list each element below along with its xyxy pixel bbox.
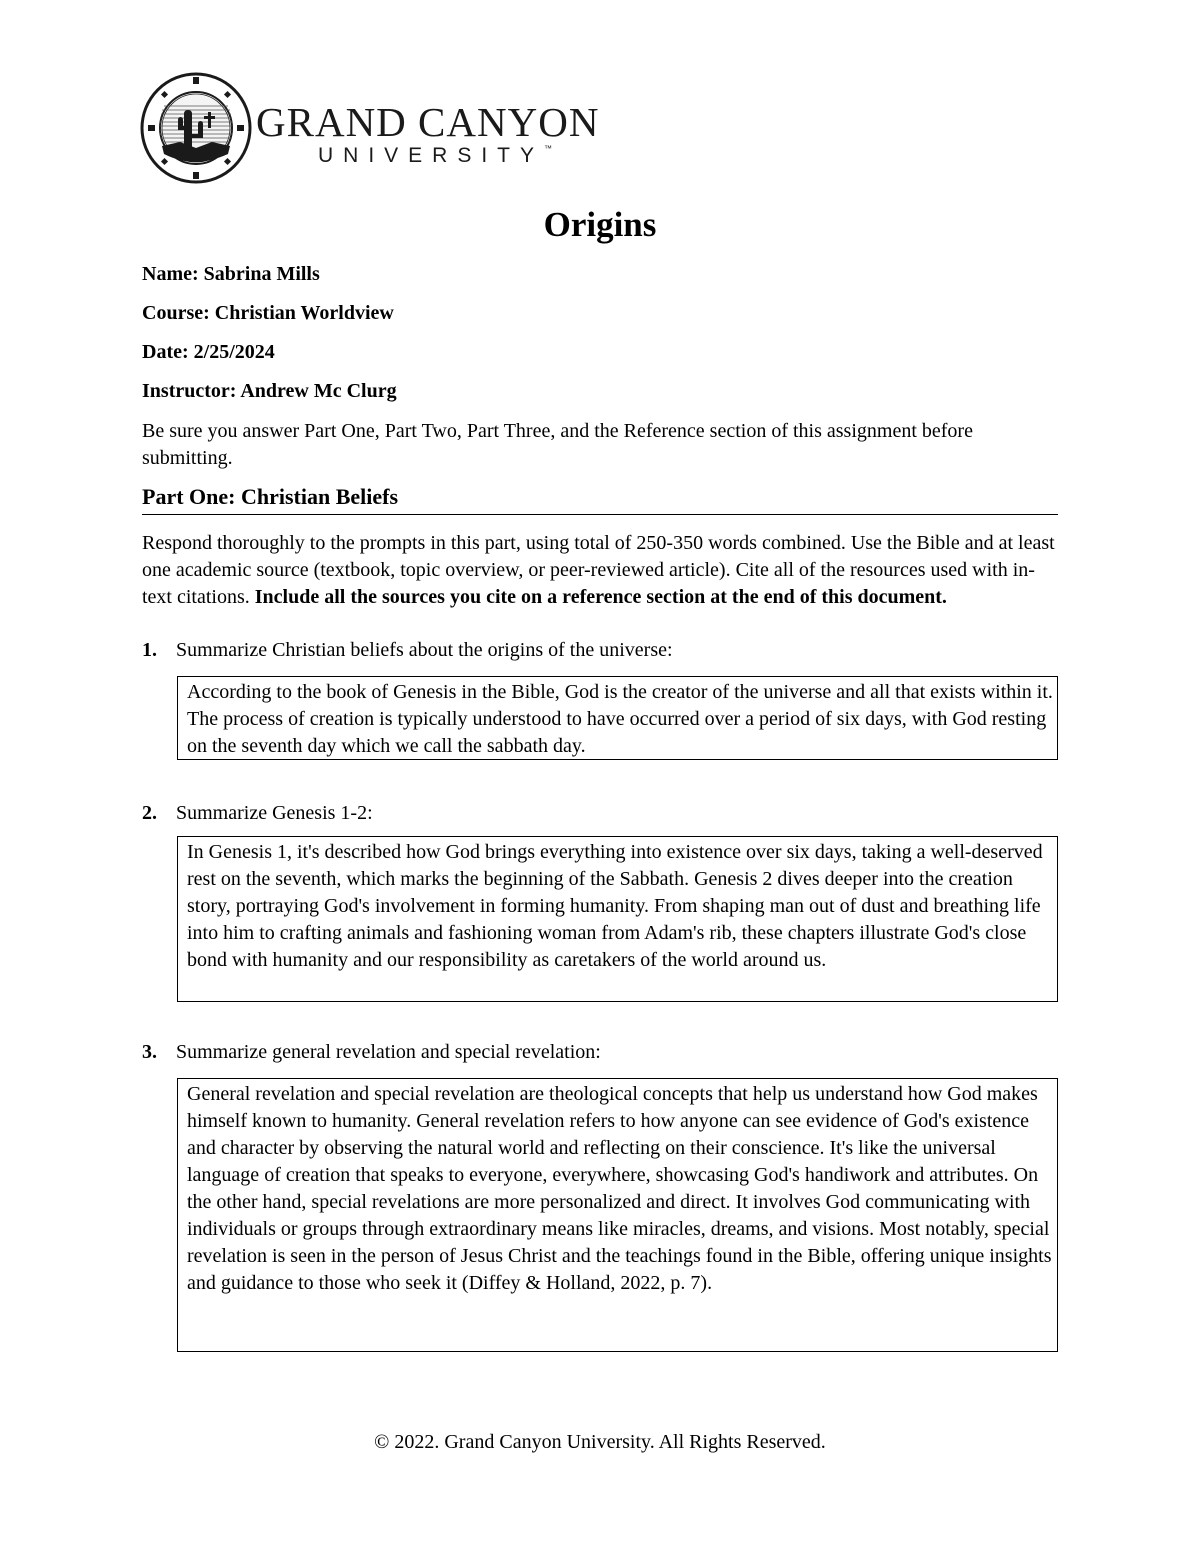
logo-subtitle-text: UNIVERSITY [318, 144, 545, 167]
university-logo [140, 72, 620, 187]
question-number: 1. [142, 639, 157, 661]
question-prompt: Summarize Genesis 1-2: [176, 802, 373, 824]
student-name: Name: Sabrina Mills [142, 263, 320, 285]
page-title: Origins [543, 205, 657, 244]
question-1 [142, 639, 673, 662]
university-seal-icon [140, 72, 252, 184]
question-3 [142, 1041, 601, 1064]
logo-subtitle [318, 145, 552, 166]
question-number: 3. [142, 1041, 157, 1063]
part-one-heading: Part One: Christian Beliefs [142, 484, 1058, 515]
question-number: 2. [142, 802, 157, 824]
question-prompt: Summarize Christian beliefs about the origins of the universe: [176, 639, 673, 661]
intro-text: Respond thoroughly to the prompts in this part, using total of 250-350 words combined. Use the Bible and at least one academic source (textbook, topic overview, or peer-reviewed article). Cite all of the resources used with in-text citations. [142, 532, 1055, 608]
copyright-footer: © 2022. Grand Canyon University. All Rights Reserved. [374, 1431, 826, 1453]
trademark-symbol: ™ [544, 144, 553, 153]
instructor-name: Instructor: Andrew Mc Clurg [142, 380, 397, 402]
intro-bold-text: Include all the sources you cite on a reference section at the end of this document. [254, 586, 947, 608]
answer-box-3[interactable]: General revelation and special revelation are theological concepts that help us understand how God makes himself known to humanity. General revelation refers to how anyone can see evidence of God's existence and character by observing the natural world and reflecting on their conscience. It's like the universal language of creation that speaks to everyone, everywhere, showcasing God's handiwork and attributes. On the other hand, special revelations are more personalized and direct. It involves God communicating with individuals or groups through extraordinary means like miracles, dreams, and visions. Most notably, special revelation is seen in the person of Jesus Christ and the teachings found in the Bible, offering unique insights and guidance to those who seek it (Diffey & Holland, 2022, p. 7). [177, 1078, 1058, 1352]
course-name: Course: Christian Worldview [142, 302, 394, 324]
question-2 [142, 802, 373, 825]
logo-wordmark: GRAND CANYON [256, 99, 600, 145]
instructions-text: Be sure you answer Part One, Part Two, Part Three, and the Reference section of this assignment before submitting. [142, 420, 973, 469]
question-prompt: Summarize general revelation and special revelation: [176, 1041, 601, 1063]
answer-box-1[interactable]: According to the book of Genesis in the Bible, God is the creator of the universe and all that exists within it. The process of creation is typically understood to have occurred over a period of six days, with God resting on the seventh day which we call the sabbath day. [177, 676, 1058, 760]
assignment-date: Date: 2/25/2024 [142, 341, 275, 363]
answer-box-2[interactable]: In Genesis 1, it's described how God brings everything into existence over six days, taking a well-deserved rest on the seventh, which marks the beginning of the Sabbath. Genesis 2 dives deeper into the creation story, portraying God's involvement in forming humanity. From shaping man out of dust and breathing life into him to crafting animals and fashioning woman from Adam's rib, these chapters illustrate God's close bond with humanity and our responsibility as caretakers of the world around us. [177, 836, 1058, 1002]
part-one-intro [142, 530, 1062, 611]
